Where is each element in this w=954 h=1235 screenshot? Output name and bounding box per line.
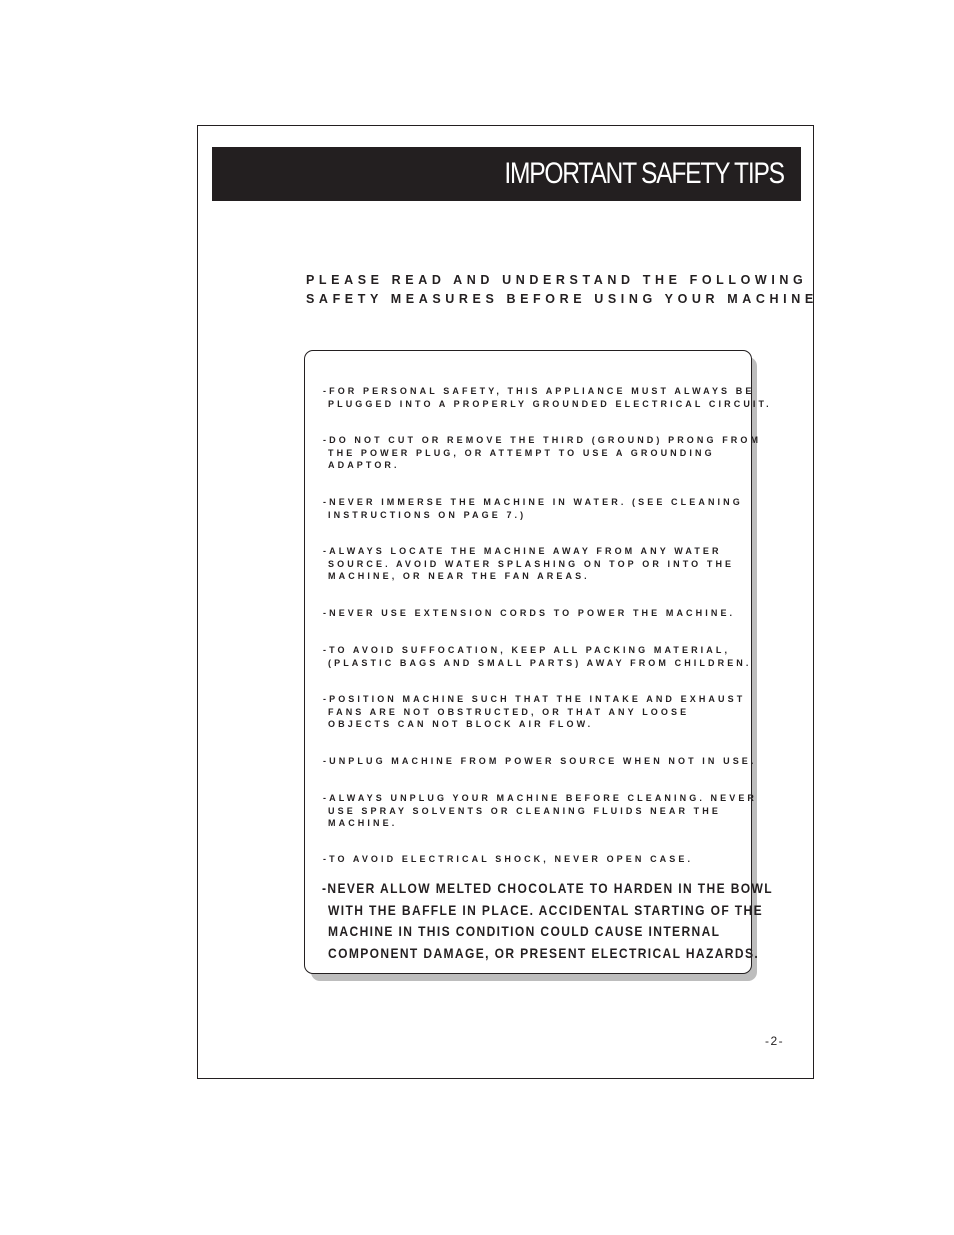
warning-line: COMPONENT DAMAGE, OR PRESENT ELECTRICAL HAZARDS. — [328, 944, 760, 961]
tip-line: -ALWAYS UNPLUG YOUR MACHINE BEFORE CLEANING. NEVER — [323, 793, 758, 803]
page-number: -2- — [765, 1034, 785, 1048]
tip-line: FANS ARE NOT OBSTRUCTED, OR THAT ANY LOOSE — [328, 706, 690, 717]
safety-tip — [323, 693, 745, 731]
chocolate-warning — [322, 878, 773, 964]
intro-line: PLEASE READ AND UNDERSTAND THE FOLLOWING — [306, 273, 808, 287]
tip-line: MACHINE. — [328, 818, 398, 828]
safety-tip — [323, 434, 761, 472]
safety-tip — [323, 607, 735, 620]
tip-line: -DO NOT CUT OR REMOVE THE THIRD (GROUND) PRONG FROM — [323, 435, 762, 445]
intro-text — [306, 271, 818, 309]
tip-line: -POSITION MACHINE SUCH THAT THE INTAKE AND EXHAUST — [323, 694, 746, 704]
tip-line: (PLASTIC BAGS AND SMALL PARTS) AWAY FROM CHILDREN. — [328, 657, 752, 668]
tip-line: -NEVER IMMERSE THE MACHINE IN WATER. (SEE CLEANING — [323, 497, 743, 507]
safety-tip — [323, 853, 693, 866]
intro-line: SAFETY MEASURES BEFORE USING YOUR MACHINE — [306, 292, 818, 306]
safety-tip — [323, 385, 772, 410]
safety-tip — [323, 496, 743, 521]
warning-line: WITH THE BAFFLE IN PLACE. ACCIDENTAL STARTING OF THE — [328, 901, 763, 918]
tip-line: -TO AVOID ELECTRICAL SHOCK, NEVER OPEN CASE. — [323, 854, 694, 864]
title-bar — [212, 147, 801, 201]
page-title: IMPORTANT SAFETY TIPS — [504, 157, 784, 190]
warning-line: MACHINE IN THIS CONDITION COULD CAUSE INTERNAL — [328, 923, 721, 939]
safety-tip — [323, 545, 734, 583]
tip-line: USE SPRAY SOLVENTS OR CLEANING FLUIDS NEAR THE — [328, 805, 721, 816]
tip-line: -TO AVOID SUFFOCATION, KEEP ALL PACKING MATERIAL, — [323, 645, 731, 655]
tip-line: THE POWER PLUG, OR ATTEMPT TO USE A GROUNDING — [328, 447, 715, 458]
safety-tip — [323, 755, 757, 768]
tip-line: -ALWAYS LOCATE THE MACHINE AWAY FROM ANY WATER — [323, 546, 722, 556]
tip-line: PLUGGED INTO A PROPERLY GROUNDED ELECTRICAL CIRCUIT. — [328, 398, 772, 409]
safety-tip — [323, 644, 752, 669]
safety-tip — [323, 792, 757, 830]
tip-line: -FOR PERSONAL SAFETY, THIS APPLIANCE MUST ALWAYS BE — [323, 386, 755, 396]
tip-line: MACHINE, OR NEAR THE FAN AREAS. — [328, 571, 590, 581]
tip-line: -UNPLUG MACHINE FROM POWER SOURCE WHEN NOT IN USE. — [323, 756, 757, 766]
tip-line: OBJECTS CAN NOT BLOCK AIR FLOW. — [328, 719, 594, 729]
tip-line: INSTRUCTIONS ON PAGE 7.) — [328, 509, 527, 520]
tip-line: SOURCE. AVOID WATER SPLASHING ON TOP OR INTO THE — [328, 558, 735, 569]
tip-line: -NEVER USE EXTENSION CORDS TO POWER THE MACHINE. — [323, 608, 736, 618]
tip-line: ADAPTOR. — [328, 460, 400, 470]
warning-line: -NEVER ALLOW MELTED CHOCOLATE TO HARDEN IN THE BOWL — [322, 880, 773, 896]
